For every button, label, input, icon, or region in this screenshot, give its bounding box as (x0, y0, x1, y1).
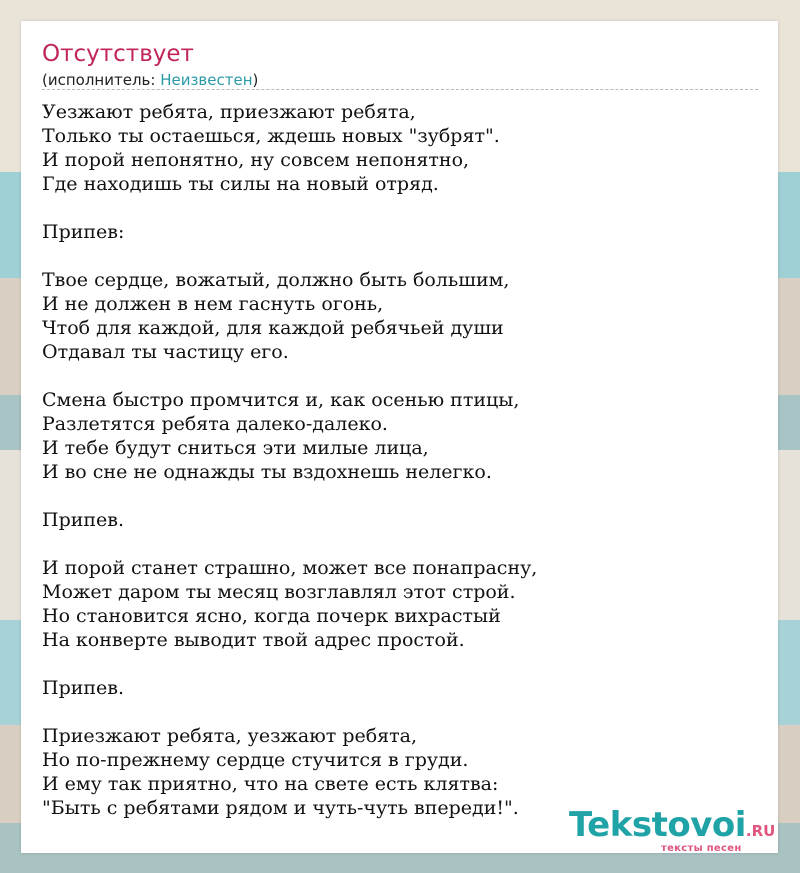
lyrics-line: И ему так приятно, что на свете есть клятва: (42, 773, 499, 795)
lyrics-line: Может даром ты месяц возглавлял этот строй. (42, 581, 516, 603)
lyrics-blank-line (42, 244, 762, 268)
performer-link[interactable]: Неизвестен (160, 71, 253, 89)
performer-suffix: ) (252, 71, 259, 89)
lyrics-line: На конверте выводит твой адрес простой. (42, 629, 465, 651)
lyrics-line: Отдавал ты частицу его. (42, 341, 289, 363)
lyrics-line: Уезжают ребята, приезжают ребята, (42, 101, 416, 123)
lyrics-line: И не должен в нем гаснуть огонь, (42, 293, 384, 315)
lyrics-blank-line (42, 484, 762, 508)
divider (42, 89, 758, 90)
lyrics-line: Где находишь ты силы на новый отряд. (42, 173, 439, 195)
lyrics-text (42, 100, 762, 820)
lyrics-blank-line (42, 652, 762, 676)
lyrics-line: Смена быстро промчится и, как осенью птицы, (42, 389, 520, 411)
lyrics-blank-line (42, 196, 762, 220)
performer-prefix: (исполнитель: (42, 71, 161, 89)
lyrics-line: И порой непонятно, ну совсем непонятно, (42, 149, 470, 171)
site-logo[interactable] (569, 805, 776, 854)
logo-tagline: тексты песен (661, 843, 742, 854)
lyrics-line: Твое сердце, вожатый, должно быть большим, (42, 269, 510, 291)
lyrics-line: Приезжают ребята, уезжают ребята, (42, 725, 418, 747)
lyrics-line: И тебе будут сниться эти милые лица, (42, 437, 429, 459)
lyrics-line: Чтоб для каждой, для каждой ребячьей души (42, 317, 504, 339)
lyrics-line: И во сне не однажды ты вздохнешь нелегко. (42, 461, 492, 483)
lyrics-line: Разлетятся ребята далеко-далеко. (42, 413, 388, 435)
lyrics-line: Но становится ясно, когда почерк вихрастый (42, 605, 501, 627)
lyrics-line: Но по-прежнему сердце стучится в груди. (42, 749, 469, 771)
lyrics-blank-line (42, 364, 762, 388)
lyrics-blank-line (42, 700, 762, 724)
lyrics-blank-line (42, 532, 762, 556)
song-title: Отсутствует (42, 41, 194, 67)
logo-tld: .RU (745, 822, 776, 840)
lyrics-line: "Быть с ребятами рядом и чуть-чуть впереди!". (42, 797, 519, 819)
lyrics-line: Только ты остаешься, ждешь новых "зубрят". (42, 125, 500, 147)
lyrics-line: Припев. (42, 509, 125, 531)
performer-line (42, 71, 258, 89)
lyrics-card (21, 21, 778, 853)
lyrics-line: Припев. (42, 677, 125, 699)
lyrics-line: Припев: (42, 221, 125, 243)
lyrics-line: И порой станет страшно, может все понапрасну, (42, 557, 538, 579)
logo-name: Tekstovoi (569, 805, 746, 845)
